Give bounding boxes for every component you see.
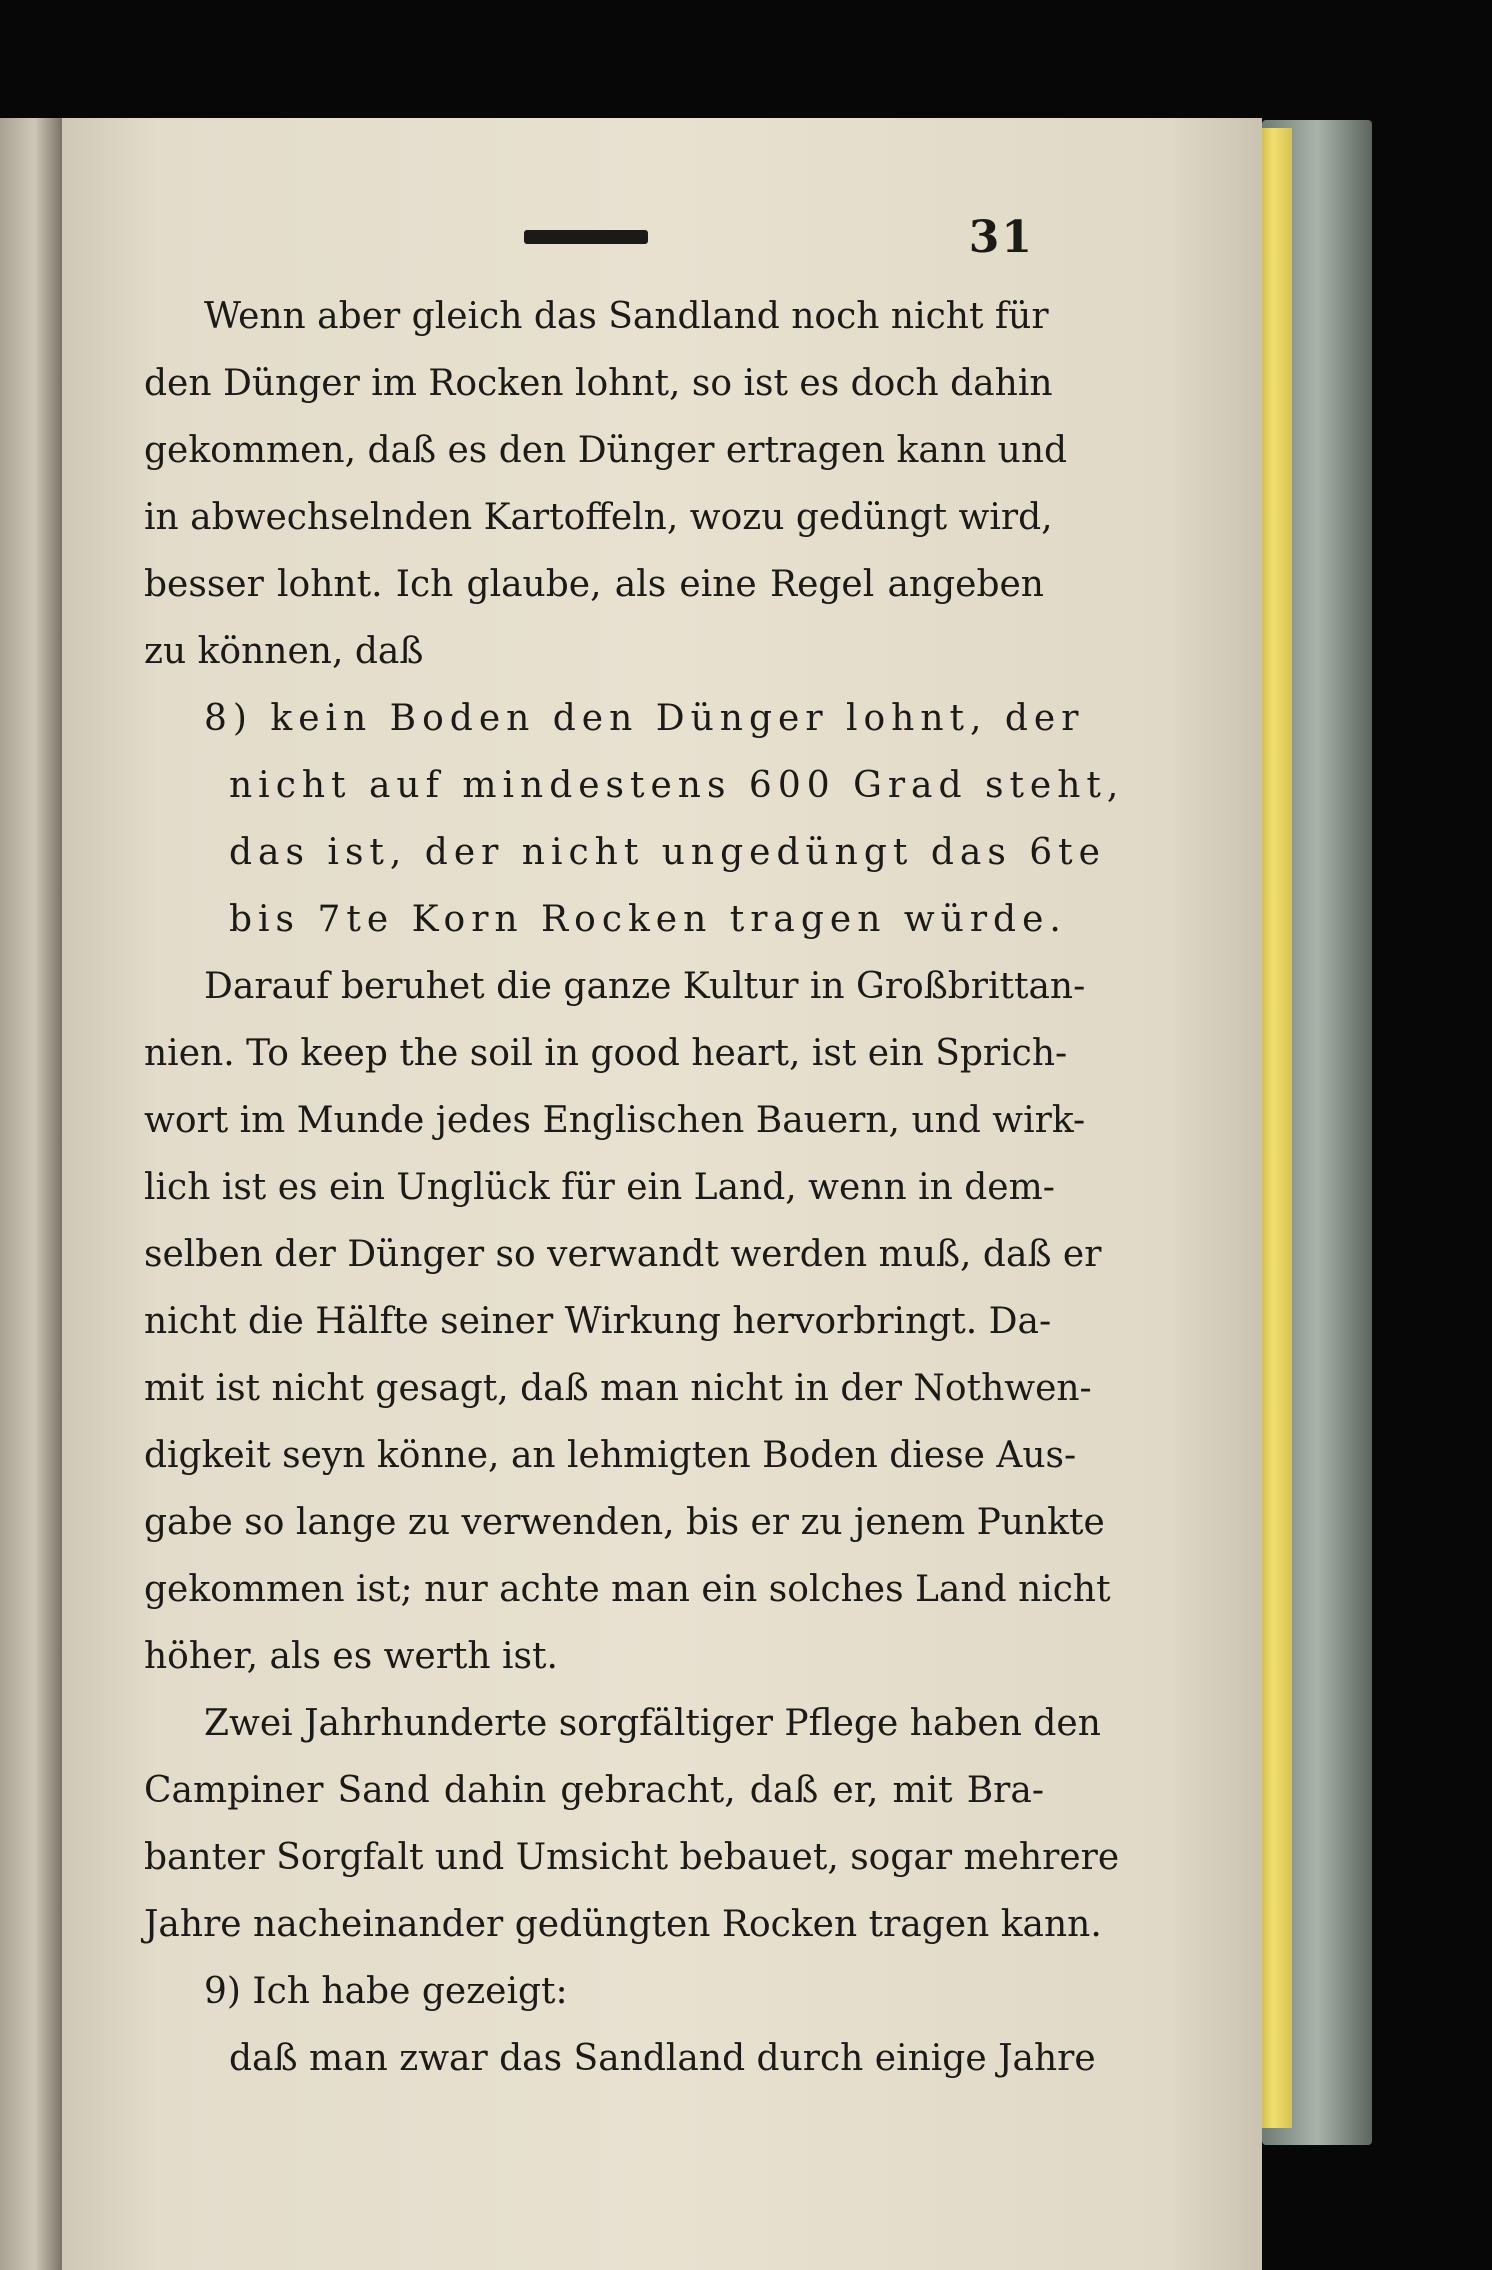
text-line: selben der Dünger so verwandt werden muß, daß er [144, 1234, 1102, 1275]
text-line: Jahre nacheinander gedüngten Rocken tragen kann. [144, 1904, 1102, 1945]
text-line: höher, als es werth ist. [144, 1636, 558, 1677]
text-line: banter Sorgfalt und Umsicht bebauet, sogar mehrere [144, 1837, 1120, 1878]
text-line: besser lohnt. Ich glaube, als eine Regel angeben [144, 564, 1044, 605]
text-line: nicht auf mindestens 600 Grad steht, [229, 765, 1125, 806]
text-line: daß man zwar das Sandland durch einige Jahre [229, 2038, 1096, 2079]
text-line: gekommen, daß es den Dünger ertragen kann und [144, 430, 1068, 471]
text-line: Wenn aber gleich das Sandland noch nicht für [204, 296, 1049, 337]
text-line: in abwechselnden Kartoffeln, wozu gedüngt wird, [144, 497, 1053, 538]
text-line: Zwei Jahrhunderte sorgfältiger Pflege haben den [204, 1703, 1101, 1744]
header-rule [524, 230, 648, 244]
text-line: den Dünger im Rocken lohnt, so ist es doch dahin [144, 363, 1053, 404]
text-line: Darauf beruhet die ganze Kultur in Großbrittan- [204, 966, 1086, 1007]
text-line: nien. To keep the soil in good heart, ist ein Sprich- [144, 1033, 1068, 1074]
text-line: bis 7te Korn Rocken tragen würde. [229, 899, 1067, 940]
text-line: 9) Ich habe gezeigt: [204, 1971, 568, 2012]
book-page [62, 118, 1262, 2270]
text-line: nicht die Hälfte seiner Wirkung hervorbringt. Da- [144, 1301, 1052, 1342]
text-line: das ist, der nicht ungedüngt das 6te [229, 832, 1106, 873]
left-page-edge [0, 118, 62, 2270]
page-number: 31 [968, 212, 1034, 263]
text-line: Campiner Sand dahin gebracht, daß er, mit Bra- [144, 1770, 1044, 1811]
gilt-page-edge [1258, 128, 1292, 2128]
text-line: digkeit seyn könne, an lehmigten Boden diese Aus- [144, 1435, 1077, 1476]
text-line: 8) kein Boden den Dünger lohnt, der [204, 698, 1085, 739]
text-line: zu können, daß [144, 631, 424, 672]
text-line: gabe so lange zu verwenden, bis er zu jenem Punkte [144, 1502, 1105, 1543]
text-line: lich ist es ein Unglück für ein Land, wenn in dem- [144, 1167, 1055, 1208]
text-line: mit ist nicht gesagt, daß man nicht in der Nothwen- [144, 1368, 1092, 1409]
text-line: wort im Munde jedes Englischen Bauern, und wirk- [144, 1100, 1086, 1141]
text-line: gekommen ist; nur achte man ein solches Land nicht [144, 1569, 1111, 1610]
page-text [144, 283, 1125, 2092]
